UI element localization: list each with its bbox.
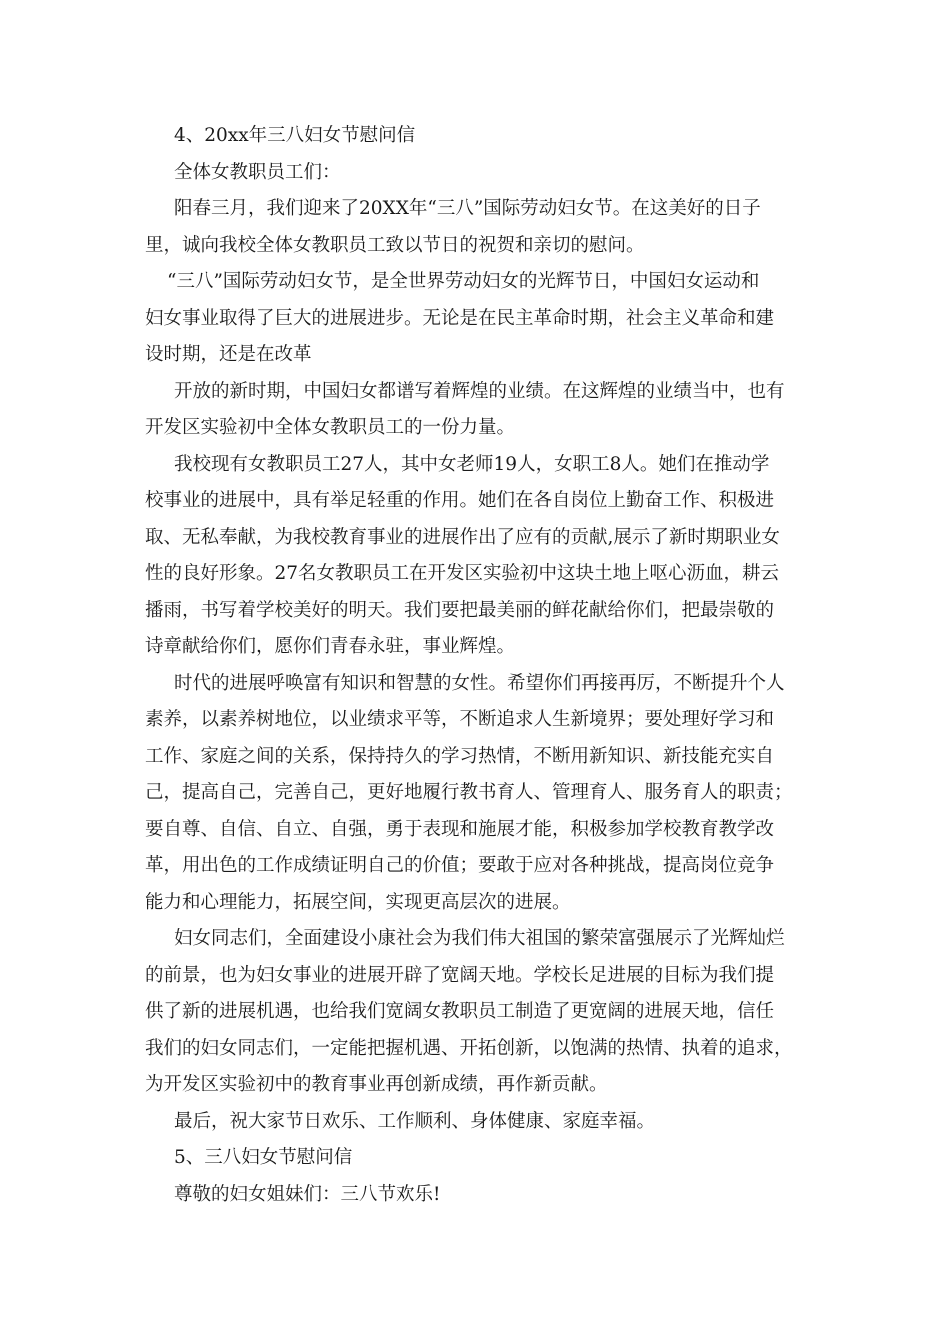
closing-line: 最后，祝大家节日欢乐、工作顺利、身体健康、家庭幸福。 — [174, 1110, 656, 1132]
paragraph-line: 工作、家庭之间的关系，保持持久的学习热情，不断用新知识、新技能充实自 — [145, 745, 775, 767]
paragraph-line: 性的良好形象。27名女教职员工在开发区实验初中这块土地上呕心沥血，耕云 — [145, 563, 780, 584]
paragraph-line: 供了新的进展机遇，也给我们宽阔女教职员工制造了更宽阔的进展天地，信任 — [145, 1001, 775, 1022]
paragraph-line: 诗章献给你们，愿你们青春永驻，事业辉煌。 — [145, 636, 516, 657]
paragraph-line: 妇女事业取得了巨大的进展进步。无论是在民主革命时期，社会主义革命和建 — [145, 307, 775, 329]
paragraph-line: 里，诚向我校全体女教职员工致以节日的祝贺和亲切的慰问。 — [145, 234, 645, 256]
paragraph-line: 设时期，还是在改革 — [145, 344, 312, 365]
paragraph-line: 取、无私奉献，为我校教育事业的进展作出了应有的贡献,展示了新时期职业女 — [145, 526, 780, 548]
paragraph-line: 播雨，书写着学校美好的明天。我们要把最美丽的鲜花献给你们，把最崇敬的 — [145, 599, 775, 621]
section-heading: 4、20xx年三八妇女节慰问信 — [174, 125, 416, 146]
paragraph-line: “三八”国际劳动妇女节，是全世界劳动妇女的光辉节日，中国妇女运动和 — [167, 271, 760, 292]
paragraph-line: 妇女同志们，全面建设小康社会为我们伟大祖国的繁荣富强展示了光辉灿烂 — [174, 928, 785, 949]
paragraph-line: 素养，以素养树地位，以业绩求平等，不断追求人生新境界；要处理好学习和 — [145, 709, 775, 730]
paragraph-line: 己，提高自己，完善自己，更好地履行教书育人、管理育人、服务育人的职责； — [145, 782, 793, 803]
paragraph-line: 我校现有女教职员工27人，其中女老师19人，女职工8人。她们在推动学 — [174, 453, 770, 475]
salutation: 尊敬的妇女姐妹们：三八节欢乐! — [174, 1183, 441, 1205]
paragraph-line: 的前景，也为妇女事业的进展开辟了宽阔天地。学校长足进展的目标为我们提 — [145, 964, 775, 986]
paragraph-line: 校事业的进展中，具有举足轻重的作用。她们在各自岗位上勤奋工作、积极进 — [145, 490, 775, 511]
paragraph-line: 开发区实验初中全体女教职员工的一份力量。 — [145, 417, 516, 438]
paragraph-line: 要自尊、自信、自立、自强，勇于表现和施展才能，积极参加学校教育教学改 — [145, 818, 775, 840]
salutation: 全体女教职员工们： — [174, 161, 341, 183]
section-heading: 5、三八妇女节慰问信 — [174, 1147, 353, 1168]
letter-body — [145, 118, 815, 1213]
paragraph-line: 能力和心理能力，拓展空间，实现更高层次的进展。 — [145, 891, 571, 913]
paragraph-line: 我们的妇女同志们，一定能把握机遇、开拓创新，以饱满的热情、执着的追求， — [145, 1037, 793, 1059]
paragraph-line: 阳春三月，我们迎来了20XX年“三八”国际劳动妇女节。在这美好的日子 — [174, 198, 761, 219]
paragraph-line: 为开发区实验初中的教育事业再创新成绩，再作新贡献。 — [145, 1074, 608, 1095]
paragraph-line: 革，用出色的工作成绩证明自己的价值；要敢于应对各种挑战，提高岗位竞争 — [145, 855, 775, 876]
paragraph-line: 开放的新时期，中国妇女都谱写着辉煌的业绩。在这辉煌的业绩当中，也有 — [174, 380, 785, 402]
paragraph-line: 时代的进展呼唤富有知识和智慧的女性。希望你们再接再厉，不断提升个人 — [174, 672, 785, 694]
